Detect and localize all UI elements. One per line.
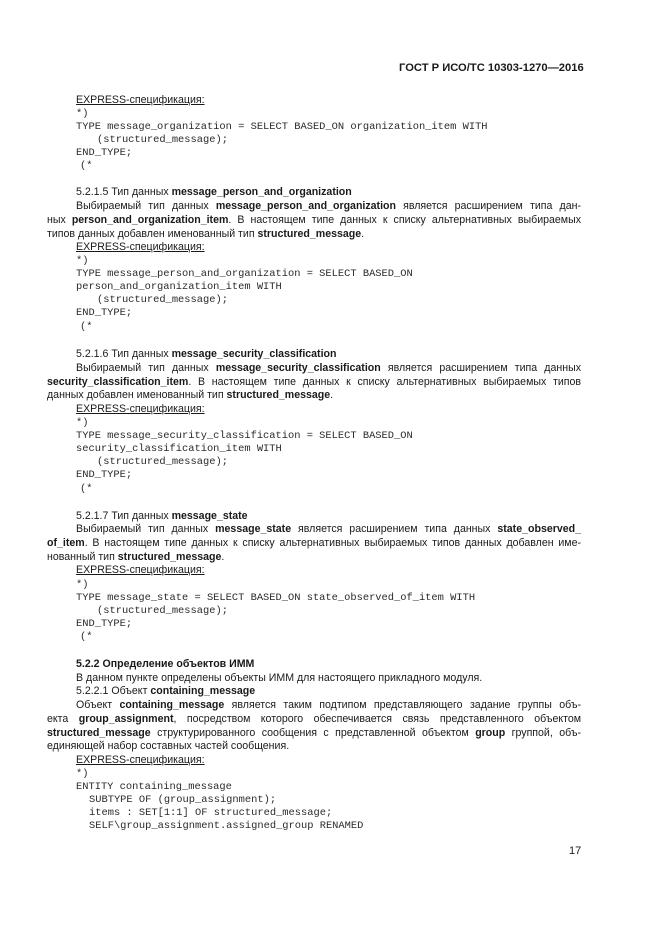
- section-heading: 5.2.1.5 Тип данных message_person_and_organization: [76, 186, 352, 198]
- express-spec-label: EXPRESS-спецификация:: [76, 94, 205, 106]
- code-line: (structured_message);: [97, 134, 228, 146]
- code-line: (*: [80, 631, 93, 643]
- subsection-heading: 5.2.2.1 Объект containing_message: [76, 685, 256, 697]
- code-line: *): [76, 579, 89, 591]
- paragraph-line: security_classification_item. В настоящем типе данных к списку альтернативных выбираемых типов: [47, 376, 581, 388]
- paragraph-line: В данном пункте определены объекты ИММ для настоящего прикладного модуля.: [76, 672, 483, 684]
- paragraph-line: ных person_and_organization_item. В настоящем типе данных к списку альтернативных выбираемых: [47, 214, 581, 226]
- code-line: (structured_message);: [97, 456, 228, 468]
- paragraph-line: типов данных добавлен именованный тип structured_message.: [47, 228, 365, 240]
- section-heading: 5.2.1.6 Тип данных message_security_classification: [76, 348, 337, 360]
- code-line: END_TYPE;: [76, 618, 133, 630]
- code-line: items : SET[1:1] OF structured_message;: [89, 807, 333, 819]
- code-line: *): [76, 108, 89, 120]
- code-line: TYPE message_person_and_organization = SELECT BASED_ON: [76, 268, 413, 280]
- code-line: person_and_organization_item WITH: [76, 281, 282, 293]
- code-line: (*: [80, 483, 93, 495]
- express-spec-label: EXPRESS-спецификация:: [76, 564, 205, 576]
- code-line: ENTITY containing_message: [76, 781, 232, 793]
- express-spec-label: EXPRESS-спецификация:: [76, 403, 205, 415]
- code-line: *): [76, 255, 89, 267]
- code-line: (*: [80, 321, 93, 333]
- code-line: SELF\group_assignment.assigned_group RENAMED: [89, 820, 364, 832]
- paragraph-line: Выбираемый тип данных message_security_classification является расширением типа данных: [76, 362, 581, 374]
- code-line: *): [76, 417, 89, 429]
- paragraph-line: structured_message структурированного сообщения с представленной объектом group группой, объ-: [47, 727, 581, 739]
- paragraph-line: данных добавлен именованный тип structured_message.: [47, 389, 334, 401]
- paragraph-line: екта group_assignment, посредством которого обеспечивается связь представленного объектом: [47, 713, 581, 725]
- code-line: (structured_message);: [97, 294, 228, 306]
- paragraph-line: of_item. В настоящем типе данных к списку альтернативных выбираемых типов данных добавлен име-: [47, 537, 581, 549]
- section-heading: 5.2.2 Определение объектов ИММ: [76, 658, 255, 670]
- code-line: (structured_message);: [97, 605, 228, 617]
- paragraph-line: нованный тип structured_message.: [47, 551, 225, 563]
- code-line: TYPE message_state = SELECT BASED_ON state_observed_of_item WITH: [76, 592, 476, 604]
- code-line: END_TYPE;: [76, 147, 133, 159]
- code-line: END_TYPE;: [76, 469, 133, 481]
- section-heading: 5.2.1.7 Тип данных message_state: [76, 510, 248, 522]
- paragraph-line: Объект containing_message является таким подтипом представляющего задание группы объ-: [76, 699, 581, 711]
- code-line: TYPE message_security_classification = SELECT BASED_ON: [76, 430, 413, 442]
- code-line: TYPE message_organization = SELECT BASED_ON organization_item WITH: [76, 121, 488, 133]
- code-line: (*: [80, 160, 93, 172]
- document-number: ГОСТ Р ИСО/ТС 10303-1270—2016: [399, 62, 584, 74]
- paragraph-line: Выбираемый тип данных message_state является расширением типа данных state_observed_: [76, 523, 581, 535]
- code-line: END_TYPE;: [76, 307, 133, 319]
- paragraph-line: Выбираемый тип данных message_person_and_organization является расширением типа дан-: [76, 200, 581, 212]
- page-number: 17: [569, 845, 582, 857]
- code-line: SUBTYPE OF (group_assignment);: [89, 794, 277, 806]
- express-spec-label: EXPRESS-спецификация:: [76, 754, 205, 766]
- code-line: *): [76, 768, 89, 780]
- code-line: security_classification_item WITH: [76, 443, 282, 455]
- express-spec-label: EXPRESS-спецификация:: [76, 241, 205, 253]
- paragraph-line: единяющей набор составных частей сообщения.: [47, 740, 290, 752]
